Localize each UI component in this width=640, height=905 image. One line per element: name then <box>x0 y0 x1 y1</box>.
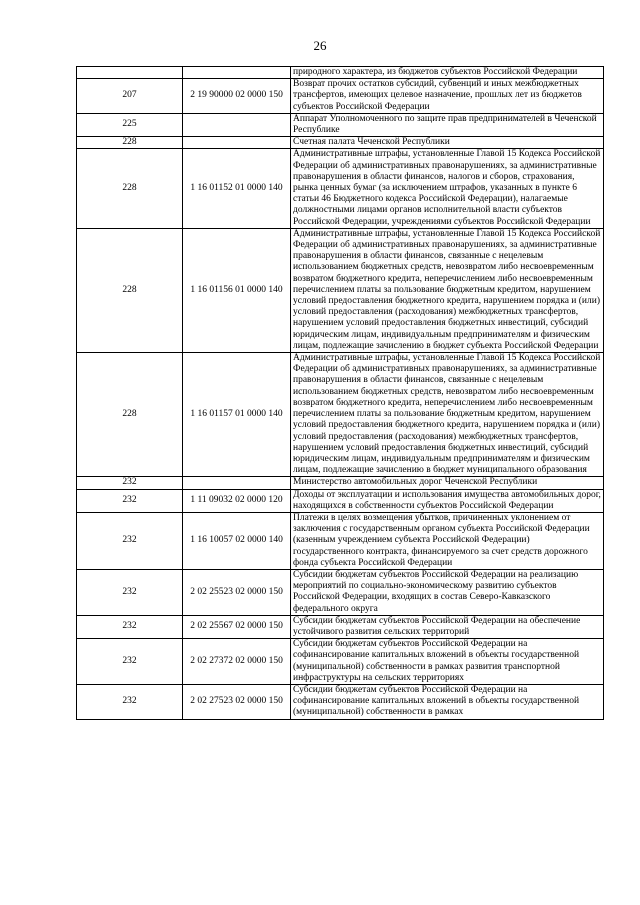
table-row <box>77 512 604 569</box>
revenue-name-cell: Субсидии бюджетам субъектов Российской Федерации на софинансирование капитальных вложений в объекты государственной (муниципальной) собственности в рамках развития транспортной инфраструктуры на сельских территориях <box>291 639 604 685</box>
revenue-code-cell <box>183 477 291 489</box>
admin-code-cell: 232 <box>77 489 183 512</box>
admin-code-cell: 232 <box>77 639 183 685</box>
revenue-code-cell: 2 02 27523 02 0000 150 <box>183 684 291 719</box>
admin-code-cell: 228 <box>77 353 183 477</box>
revenue-name-cell: Аппарат Уполномоченного по защите прав предпринимателей в Чеченской Республике <box>291 113 604 136</box>
revenue-name-cell: Субсидии бюджетам субъектов Российской Федерации на обеспечение устойчивого развития сельских территорий <box>291 615 604 638</box>
table-row <box>77 569 604 615</box>
revenue-code-cell: 1 16 01156 01 0000 140 <box>183 228 291 352</box>
revenue-name-cell: Счетная палата Чеченской Республики <box>291 137 604 149</box>
table-row <box>77 489 604 512</box>
admin-code-cell <box>77 67 183 79</box>
revenue-name-cell: Административные штрафы, установленные Главой 15 Кодекса Российской Федерации об административных правонарушениях, за административные правонарушения в области финансов, налогов и сборов, страхования, рынка ценных бумаг (за исключением штрафов, указанных в пункте 6 статьи 46 Бюджетного кодекса Российской Федерации), налагаемые должностными лицами органов исполнительной власти субъектов Российской Федерации, учреждениями субъектов Российской Федерации <box>291 149 604 228</box>
table-row <box>77 684 604 719</box>
revenue-name-cell: Административные штрафы, установленные Главой 15 Кодекса Российской Федерации об административных правонарушениях, за административные правонарушения в области финансов, связанные с нецелевым использованием бюджетных средств, невозвратом либо несвоевременным возвратом бюджетного кредита, неперечислением либо несвоевременным перечислением платы за пользование бюджетным кредитом, нарушением условий предоставления бюджетного кредита, нарушением порядка и (или) условий предоставления (расходования) межбюджетных трансфертов, нарушением условий предоставления бюджетных инвестиций, субсидий юридическим лицам, индивидуальным предпринимателям и физическим лицам, подлежащие зачислению в бюджет муниципального образования <box>291 353 604 477</box>
revenue-code-cell <box>183 113 291 136</box>
revenue-classification-table <box>76 66 604 720</box>
revenue-code-cell: 1 16 01152 01 0000 140 <box>183 149 291 228</box>
table-row <box>77 615 604 638</box>
table-row <box>77 353 604 477</box>
revenue-name-cell: Субсидии бюджетам субъектов Российской Федерации на реализацию мероприятий по социально-экономическому развитию субъектов Российской Федерации, входящих в состав Северо-Кавказского федерального округа <box>291 569 604 615</box>
revenue-name-cell: Возврат прочих остатков субсидий, субвенций и иных межбюджетных трансфертов, имеющих целевое назначение, прошлых лет из бюджетов субъектов Российской Федерации <box>291 79 604 114</box>
table-row <box>77 79 604 114</box>
revenue-name-cell: Субсидии бюджетам субъектов Российской Федерации на софинансирование капитальных вложений в объекты государственной (муниципальной) собственности в рамках <box>291 684 604 719</box>
revenue-code-cell: 2 02 25523 02 0000 150 <box>183 569 291 615</box>
revenue-code-cell <box>183 67 291 79</box>
table-row <box>77 137 604 149</box>
revenue-code-cell: 2 02 27372 02 0000 150 <box>183 639 291 685</box>
admin-code-cell: 207 <box>77 79 183 114</box>
revenue-name-cell: природного характера, из бюджетов субъектов Российской Федерации <box>291 67 604 79</box>
admin-code-cell: 232 <box>77 512 183 569</box>
admin-code-cell: 228 <box>77 137 183 149</box>
admin-code-cell: 225 <box>77 113 183 136</box>
admin-code-cell: 228 <box>77 228 183 352</box>
revenue-code-cell <box>183 137 291 149</box>
admin-code-cell: 232 <box>77 477 183 489</box>
revenue-code-cell: 2 19 90000 02 0000 150 <box>183 79 291 114</box>
admin-code-cell: 232 <box>77 569 183 615</box>
revenue-name-cell: Министерство автомобильных дорог Чеченской Республики <box>291 477 604 489</box>
table-row <box>77 228 604 352</box>
table-row <box>77 149 604 228</box>
revenue-code-cell: 1 16 10057 02 0000 140 <box>183 512 291 569</box>
revenue-code-cell: 1 16 01157 01 0000 140 <box>183 353 291 477</box>
revenue-code-cell: 2 02 25567 02 0000 150 <box>183 615 291 638</box>
revenue-name-cell: Платежи в целях возмещения убытков, причиненных уклонением от заключения с государственным органом субъекта Российской Федерации (казенным учреждением субъекта Российской Федерации) государственного контракта, финансируемого за счет средств дорожного фонда субъекта Российской Федерации <box>291 512 604 569</box>
admin-code-cell: 228 <box>77 149 183 228</box>
revenue-name-cell: Административные штрафы, установленные Главой 15 Кодекса Российской Федерации об административных правонарушениях, за административные правонарушения в области финансов, связанные с нецелевым использованием бюджетных средств, невозвратом либо несвоевременным возвратом бюджетного кредита, неперечислением либо несвоевременным перечислением платы за пользование бюджетным кредитом, нарушением условий предоставления бюджетного кредита, нарушением порядка и (или) условий предоставления (расходования) межбюджетных трансфертов, нарушением условий предоставления бюджетных инвестиций, субсидий юридическим лицам, индивидуальным предпринимателям и физическим лицам, подлежащие зачислению в бюджет субъекта Российской Федерации <box>291 228 604 352</box>
table-row <box>77 477 604 489</box>
table-row <box>77 67 604 79</box>
table-row <box>77 113 604 136</box>
admin-code-cell: 232 <box>77 684 183 719</box>
revenue-name-cell: Доходы от эксплуатации и использования имущества автомобильных дорог, находящихся в собственности субъектов Российской Федерации <box>291 489 604 512</box>
admin-code-cell: 232 <box>77 615 183 638</box>
page-number: 26 <box>313 38 327 53</box>
revenue-code-cell: 1 11 09032 02 0000 120 <box>183 489 291 512</box>
table-row <box>77 639 604 685</box>
